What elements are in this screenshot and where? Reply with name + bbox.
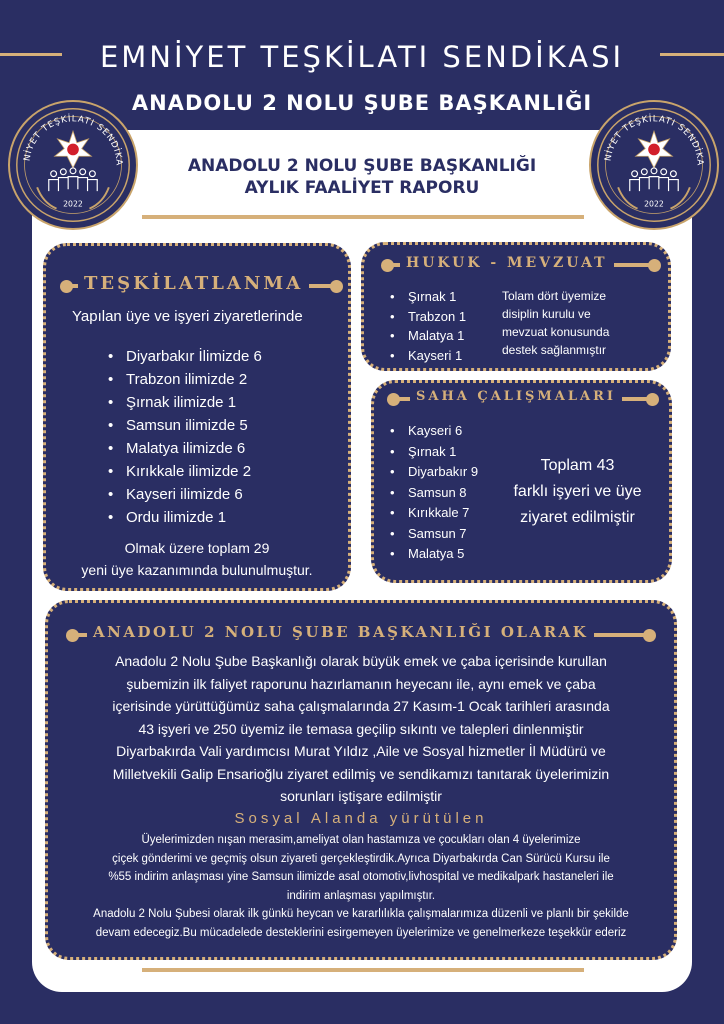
olarak-heading-dot-right <box>643 629 656 642</box>
saha-note-line: farklı işyeri ve üye <box>513 483 642 500</box>
hukuk-note <box>502 287 609 359</box>
teskilatlanma-list-item: • Trabzon ilimizde 2 <box>108 368 262 391</box>
olarak-paragraph-line: Anadolu 2 Nolu Şube Başkanlığı olarak büyük emek ve çaba içerisinde kurullan <box>115 653 607 669</box>
saha-list-item: • Kayseri 6 <box>390 421 478 442</box>
emblem-year: 2022 <box>644 199 664 209</box>
olarak-paragraph <box>45 650 677 808</box>
hukuk-heading: HUKUK - MEVZUAT <box>400 255 614 271</box>
saha-list-item: • Samsun 8 <box>390 483 478 504</box>
report-title <box>140 155 584 199</box>
svg-text:EMNİYET TEŞKİLATI SENDİKASI <box>591 102 705 167</box>
saha-note <box>490 453 665 531</box>
olarak-paragraph-line: Diyarbakırda Vali yardımcısı Murat Yıldız ,Aile ve Sosyal hizmetler İl Müdürü ve <box>116 743 606 759</box>
saha-list-item: • Diyarbakır 9 <box>390 462 478 483</box>
report-title-divider <box>142 215 584 219</box>
teskilatlanma-list-item: • Şırnak ilimizde 1 <box>108 391 262 414</box>
saha-heading-dot-left <box>387 393 400 406</box>
hukuk-list-item: • Malatya 1 <box>390 326 466 346</box>
saha-heading: SAHA ÇALIŞMALARI <box>410 389 622 404</box>
sosyal-paragraph-line: indirim anlaşması yapılmıştır. <box>286 889 436 902</box>
report-title-line2: AYLIK FAALİYET RAPORU <box>244 178 480 198</box>
union-emblem-left <box>8 100 138 230</box>
teskilatlanma-list-item: • Kayseri ilimizde 6 <box>108 483 262 506</box>
hukuk-note-line: mevzuat konusunda <box>502 325 610 339</box>
olarak-heading: ANADOLU 2 NOLU ŞUBE BAŞKANLIĞI OLARAK <box>87 623 594 641</box>
emblem-year: 2022 <box>63 199 83 209</box>
teskilatlanma-list-item: • Malatya ilimizde 6 <box>108 437 262 460</box>
teskilatlanma-list <box>108 345 262 529</box>
saha-list-item: • Malatya 5 <box>390 544 478 565</box>
teskilatlanma-list-item: • Kırıkkale ilimizde 2 <box>108 460 262 483</box>
sosyal-paragraph-line: %55 indirim anlaşması yine Samsun ilimizde asal otomotiv,livhospital ve medikalpark hastaneleri ile <box>108 871 614 883</box>
hukuk-list <box>390 287 466 365</box>
saha-note-line: ziyaret edilmiştir <box>520 509 635 526</box>
header-title: EMNİYET TEŞKİLATI SENDİKASI <box>99 40 625 74</box>
emblem-ring-text: NİYET TEŞKİLATI SENDİKA <box>22 114 124 167</box>
saha-heading-dot-right <box>646 393 659 406</box>
sosyal-paragraph-line: Üyelerimizden nışan merasim,ameliyat olan hastamıza ve çocukları olan 4 üyelerimize <box>141 834 581 846</box>
emblem-logo-icon <box>591 102 717 228</box>
teskilatlanma-summary-1: Olmak üzere toplam 29 <box>124 540 270 556</box>
hukuk-note-line: disiplin kurulu ve <box>502 307 591 321</box>
olarak-paragraph-line: 43 işyeri ve 250 üyemiz ile temasa geçilip sıkıntı ve talepleri dinlenmiştir <box>138 720 584 737</box>
olarak-paragraph-line: şubemizin ilk faliyet raporunu hazırlamanın heyecanı ile, aynı emek ve çaba <box>126 675 596 692</box>
olarak-paragraph-line: Milletvekili Galip Ensarioğlu ziyaret edilmiş ve sendikamızı tanıtarak üyelerimizin <box>112 765 610 782</box>
sosyal-paragraph-line: Anadolu 2 Nolu Şubesi olarak ilk günkü heycan ve kararlılıkla çalışmalarımıza düzenli ve planlı bir şekilde <box>93 908 629 920</box>
saha-note-line: Toplam 43 <box>540 457 615 474</box>
olarak-paragraph-line: sorunları iştişare edilmiştir <box>280 788 442 804</box>
saha-list-item: • Şırnak 1 <box>390 442 478 463</box>
hukuk-note-line: Tolam dört üyemize <box>502 289 607 303</box>
teskilatlanma-heading-dot-left <box>60 280 73 293</box>
teskilatlanma-intro: Yapılan üye ve işyeri ziyaretlerinde <box>72 308 303 325</box>
teskilatlanma-list-item: • Diyarbakır İlimizde 6 <box>108 345 262 368</box>
report-title-line1: ANADOLU 2 NOLU ŞUBE BAŞKANLIĞI <box>187 156 537 176</box>
teskilatlanma-list-item: • Samsun ilimizde 5 <box>108 414 262 437</box>
emblem-logo-icon <box>10 102 136 228</box>
saha-list-item: • Kırıkkale 7 <box>390 503 478 524</box>
saha-list <box>390 421 478 565</box>
teskilatlanma-list-item: • Ordu ilimizde 1 <box>108 506 262 529</box>
hukuk-list-item: • Kayseri 1 <box>390 346 466 366</box>
svg-text:EMNİYET TEŞKİLATI SENDİKASI <box>10 102 124 167</box>
teskilatlanma-summary-2: yeni üye kazanımında bulunulmuştur. <box>81 562 313 578</box>
hukuk-heading-dot-left <box>381 259 394 272</box>
hukuk-heading-dot-right <box>648 259 661 272</box>
footer-divider <box>142 968 584 972</box>
saha-list-item: • Samsun 7 <box>390 524 478 545</box>
teskilatlanma-heading: TEŞKİLATLANMA <box>78 273 309 294</box>
sosyal-heading: Sosyal Alanda yürütülen <box>234 810 488 827</box>
hukuk-list-item: • Trabzon 1 <box>390 307 466 327</box>
sosyal-paragraph <box>45 831 677 942</box>
union-emblem-right <box>589 100 719 230</box>
emblem-ring-text: NİYET TEŞKİLATI SENDİKA <box>603 114 705 167</box>
olarak-paragraph-line: içerisinde yürüttüğümüz saha çalışmalarında 27 Kasım-1 Ocak tarihleri arasında <box>112 698 610 714</box>
teskilatlanma-heading-dot-right <box>330 280 343 293</box>
hukuk-list-item: • Şırnak 1 <box>390 287 466 307</box>
sosyal-paragraph-line: çiçek gönderimi ve geçmiş olsun ziyareti gerçekleştirdik.Ayrıca Diyarbakırda Can Sürücü Kursu ile <box>112 852 610 865</box>
olarak-heading-dot-left <box>66 629 79 642</box>
sosyal-paragraph-line: devam edecegiz.Bu mücadelede desteklerini esirgemeyen üyelerimize ve genelmerkeze teşekkür ederiz <box>95 926 627 939</box>
hukuk-note-line: destek sağlanmıştır <box>502 343 607 357</box>
header-subtitle: ANADOLU 2 NOLU ŞUBE BAŞKANLIĞI <box>131 91 593 115</box>
